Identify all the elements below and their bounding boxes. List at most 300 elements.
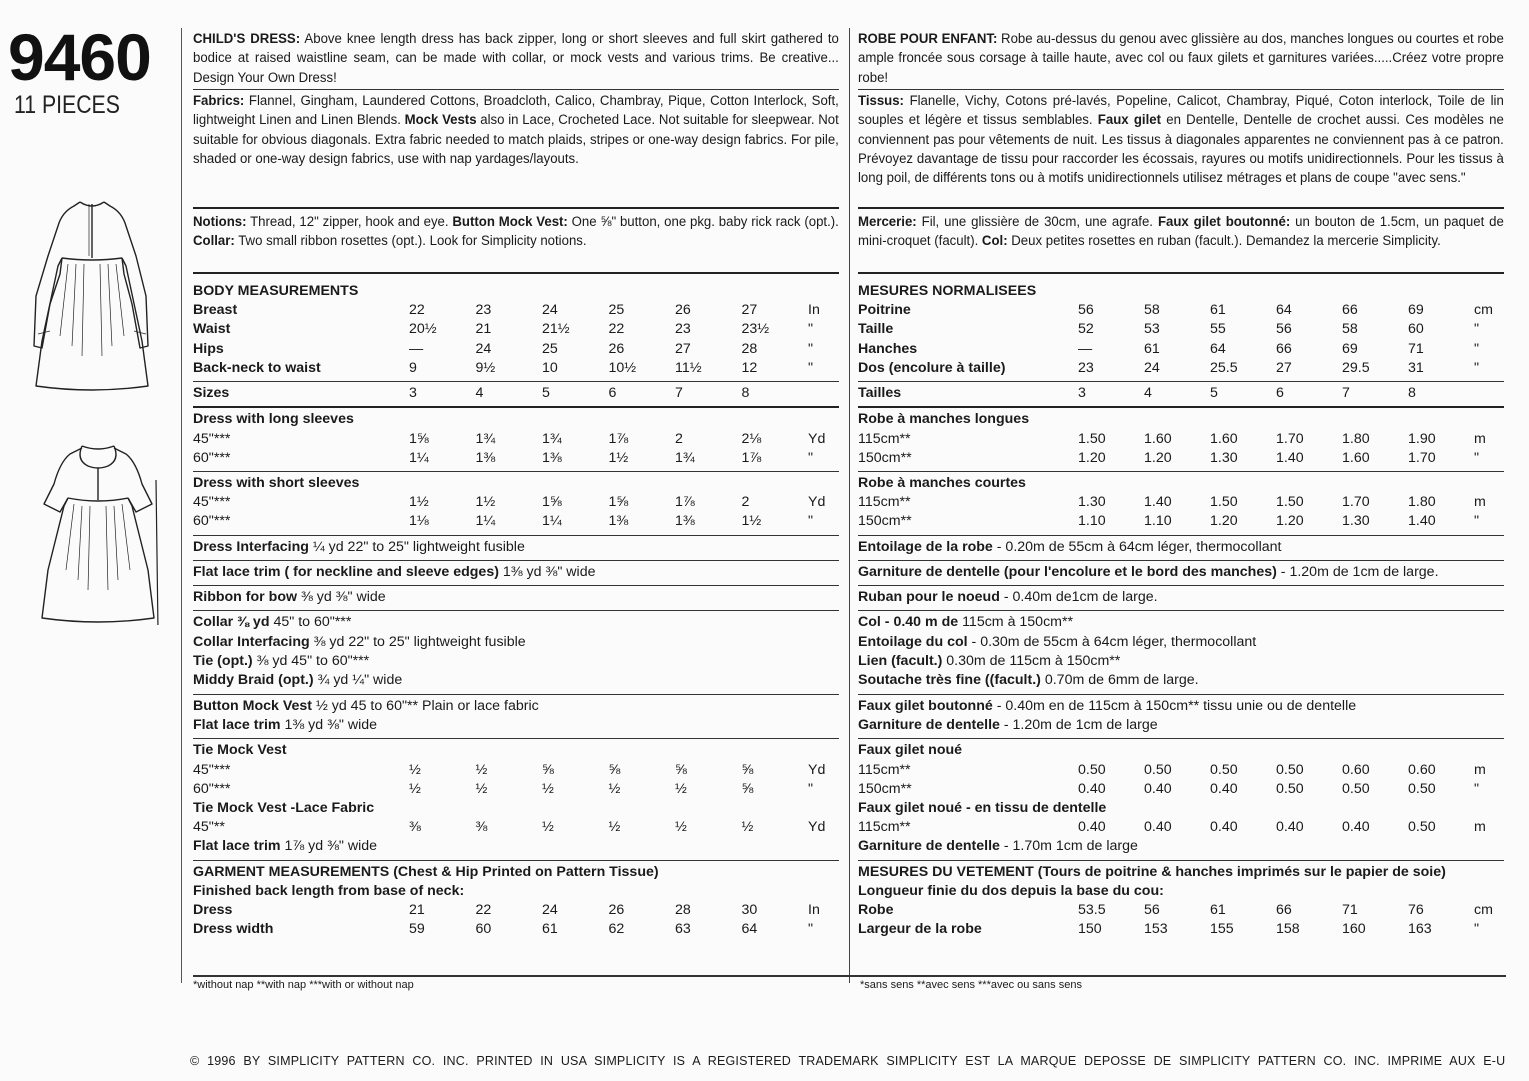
table-row xyxy=(858,512,1504,531)
row-value: 53.5 xyxy=(1078,902,1106,919)
row-value: 1¾ xyxy=(475,430,496,447)
row-value: 0.40 xyxy=(1276,819,1304,836)
row-value: 12 xyxy=(741,359,758,376)
lace-title: Flat lace trim ( for neckline and sleeve edges) xyxy=(193,563,499,580)
size-value: 7 xyxy=(675,385,683,402)
row-value: 153 xyxy=(1144,921,1168,938)
ribbon-text: - 0.40m de1cm de large. xyxy=(1003,589,1158,606)
notions-collar-title: Col: xyxy=(981,233,1008,250)
en-notions-section xyxy=(193,211,839,274)
row-value: 11½ xyxy=(675,359,702,376)
row-unit: Yd xyxy=(808,494,826,511)
row-value: ½ xyxy=(675,780,687,797)
table-row xyxy=(858,320,1504,339)
tie-vest-title: Tie Mock Vest xyxy=(193,742,287,759)
row-value: ½ xyxy=(409,761,421,778)
interfacing-text: - 0.20m de 55cm à 64cm léger, thermocollant xyxy=(996,538,1282,555)
row-value: 1.20 xyxy=(1144,449,1172,466)
row-unit: " xyxy=(1474,513,1480,530)
size-value: 3 xyxy=(1078,385,1086,402)
sizes-label: Tailles xyxy=(858,385,902,402)
row-unit: m xyxy=(1474,819,1486,836)
row-value: 2 xyxy=(675,430,683,447)
copyright-line: © 1996 BY SIMPLICITY PATTERN CO. INC. PRINTED IN USA SIMPLICITY IS A REGISTERED TRADEMARK SIMPLICITY EST LA MARQUE DEPOSSE DE SIMPLICITY PATTERN CO. INC. IMPRIME AUX E-U xyxy=(190,1054,1506,1068)
notions-title: Notions: xyxy=(193,214,247,230)
notions-button-title: Button Mock Vest: xyxy=(452,214,568,230)
row-value: 21 xyxy=(475,321,492,338)
table-row xyxy=(193,430,839,449)
fabrics-mock-text: en Dentelle, Dentelle de crochet aussi. Ces modèles ne conviennent pas pour vêtements de nuit. Les tissus à diagonales apparentes ne conviennent pas à ce patron. Prévoyez davantage de tissu pour raccorder les écossais, rayures ou motifs unidirectionnels. Pour les tissus à long poil, de différents tons ou à motifs unidirectionnels utilisez métrages et plans de coupe "avec sens." xyxy=(858,112,1504,187)
row-value: 1.70 xyxy=(1342,494,1370,511)
row-label: Breast xyxy=(193,302,238,319)
fr-fabrics-section xyxy=(858,90,1504,209)
garment-subtitle: Longueur finie du dos depuis la base du cou: xyxy=(858,883,1164,899)
braid-text: 0.70m de 6mm de large. xyxy=(1044,672,1199,689)
fr-button-vest xyxy=(858,695,1504,740)
table-row xyxy=(858,920,1504,939)
row-value: 25 xyxy=(608,302,625,319)
row-value: 1⅝ xyxy=(409,430,429,447)
fabrics-title: Tissus: xyxy=(858,93,904,109)
tie-lace-table xyxy=(193,818,839,837)
body-table xyxy=(193,301,839,378)
row-label: 60"*** xyxy=(193,449,231,466)
tie-text: 0.30m de 115cm à 150cm** xyxy=(946,653,1121,670)
row-value: 0.50 xyxy=(1210,761,1238,778)
row-value: 66 xyxy=(1276,902,1292,919)
table-row xyxy=(858,430,1504,449)
row-value: 1.50 xyxy=(1210,494,1238,511)
short-sleeves-title: Robe à manches courtes xyxy=(858,474,1026,491)
long-sleeves-table xyxy=(193,430,839,468)
size-value: 6 xyxy=(608,385,617,402)
lace-text: 1⅜ yd ⅜" wide xyxy=(502,563,596,580)
row-value: 61 xyxy=(1210,302,1226,319)
bottom-rule xyxy=(193,975,1506,977)
row-value: 1.50 xyxy=(1276,494,1304,511)
interfacing-title: Dress Interfacing xyxy=(193,538,309,555)
row-value: 1.60 xyxy=(1210,430,1238,447)
row-value: 60 xyxy=(1408,321,1424,338)
en-ribbon xyxy=(193,586,839,611)
row-value: 71 xyxy=(1342,902,1358,919)
row-value: 27 xyxy=(1276,359,1292,376)
short-sleeves-title: Dress with short sleeves xyxy=(193,474,360,491)
body-measurements-title: BODY MEASUREMENTS xyxy=(193,283,359,299)
collar-title: Collar ⅜ yd xyxy=(193,614,270,631)
table-row xyxy=(193,920,839,939)
row-value: 1.90 xyxy=(1408,430,1436,447)
row-value: 56 xyxy=(1144,902,1160,919)
table-row xyxy=(193,512,839,531)
row-value: 21 xyxy=(409,902,425,919)
table-row xyxy=(858,780,1504,799)
garment-title: MESURES DU VETEMENT (Tours de poitrine & hanches imprimés sur le papier de soie) xyxy=(858,863,1446,880)
row-unit: cm xyxy=(1474,902,1493,919)
tie-lace-table xyxy=(858,818,1504,837)
garment-subtitle: Finished back length from base of neck: xyxy=(193,883,465,899)
size-value: 4 xyxy=(475,385,484,402)
row-value: — xyxy=(1078,340,1093,357)
tie-lace-trim-text: - 1.70m 1cm de large xyxy=(1003,838,1138,855)
row-value: 66 xyxy=(1276,340,1292,357)
row-value: 1½ xyxy=(741,513,762,530)
row-value: 0.40 xyxy=(1144,819,1172,836)
row-value: 1.30 xyxy=(1342,513,1370,530)
sizes-label: Sizes xyxy=(193,385,230,402)
row-unit: Yd xyxy=(808,819,826,836)
braid-title: Soutache très fine ((facult.) xyxy=(858,672,1041,689)
button-lace-title: Garniture de dentelle xyxy=(858,716,1000,733)
row-value: 64 xyxy=(1210,340,1226,357)
row-value: 0.50 xyxy=(1342,780,1370,797)
row-value: 1.50 xyxy=(1078,430,1106,447)
row-value: 1.70 xyxy=(1276,430,1304,447)
en-description-section xyxy=(193,28,839,90)
notions-text: Thread, 12" zipper, hook and eye. xyxy=(250,214,449,230)
row-value: ½ xyxy=(475,780,488,797)
table-row xyxy=(193,901,839,920)
row-label: Poitrine xyxy=(858,302,911,319)
row-value: 69 xyxy=(1342,340,1358,357)
table-row xyxy=(193,359,839,378)
row-value: ⅝ xyxy=(741,780,754,797)
row-label: 150cm** xyxy=(858,780,912,797)
braid-title: Middy Braid (opt.) xyxy=(193,672,314,689)
row-value: 1⅛ xyxy=(409,513,429,530)
interfacing-text: ¼ yd 22" to 25" lightweight fusible xyxy=(312,538,525,555)
notions-text: Fil, une glissière de 30cm, une agrafe. xyxy=(921,214,1153,230)
row-value: 1⅞ xyxy=(741,449,762,466)
size-value: 6 xyxy=(1276,385,1284,402)
row-unit: " xyxy=(1474,449,1480,466)
size-value: 3 xyxy=(409,385,417,402)
row-value: 60 xyxy=(475,921,492,938)
row-value: 56 xyxy=(1276,321,1292,338)
row-unit: cm xyxy=(1474,302,1493,319)
row-label: 115cm** xyxy=(858,819,911,836)
row-label: 45"*** xyxy=(193,430,231,447)
row-value: 1.20 xyxy=(1078,449,1106,466)
row-value: 1⅞ xyxy=(675,494,695,511)
fr-tie-vest xyxy=(858,739,1504,860)
row-value: 1⅝ xyxy=(608,494,629,511)
notions-collar-text: Deux petites rosettes en ruban (facult.). Demandez la mercerie Simplicity. xyxy=(1011,233,1441,250)
notions-collar-title: Collar: xyxy=(193,233,235,250)
row-label: Waist xyxy=(193,321,231,338)
row-value: 1⅜ xyxy=(542,449,562,466)
row-value: 1⅜ xyxy=(475,449,496,466)
row-value: 0.50 xyxy=(1144,761,1172,778)
row-value: 53 xyxy=(1144,321,1160,338)
sizes-row xyxy=(858,384,1504,403)
row-value: ½ xyxy=(542,819,554,836)
fr-short-sleeves xyxy=(858,472,1504,536)
row-value: 1⅜ xyxy=(675,513,695,530)
row-value: 1¼ xyxy=(542,513,562,530)
row-value: 0.50 xyxy=(1276,780,1304,797)
row-value: 64 xyxy=(1276,302,1292,319)
fr-long-sleeves xyxy=(858,408,1504,472)
row-unit: m xyxy=(1474,430,1486,447)
sizes-row xyxy=(193,384,839,403)
collar-interfacing-title: Collar Interfacing xyxy=(193,633,310,650)
row-value: 10 xyxy=(542,359,558,376)
tie-lace-title: Tie Mock Vest -Lace Fabric xyxy=(193,799,375,816)
row-value: ½ xyxy=(542,780,554,797)
row-value: 1.40 xyxy=(1408,513,1436,530)
table-row xyxy=(858,449,1504,468)
size-value: 8 xyxy=(1408,385,1416,402)
row-value: 66 xyxy=(1342,302,1358,319)
english-column xyxy=(193,28,839,940)
row-unit: In xyxy=(808,902,820,919)
row-value: 9 xyxy=(409,359,417,376)
table-row xyxy=(193,780,839,799)
tie-vest-table xyxy=(193,761,839,799)
row-value: 0.40 xyxy=(1210,819,1238,836)
size-value: 8 xyxy=(741,385,750,402)
en-collar xyxy=(193,611,839,694)
fabrics-title: Fabrics: xyxy=(193,93,245,109)
row-label: Dress width xyxy=(193,921,274,938)
en-fabrics-section xyxy=(193,90,839,209)
row-label: Robe xyxy=(858,902,894,919)
row-value: 26 xyxy=(608,902,625,919)
row-label: 150cm** xyxy=(858,513,912,530)
row-value: 56 xyxy=(1078,302,1094,319)
interfacing-title: Entoilage de la robe xyxy=(858,538,993,555)
row-value: 25 xyxy=(542,340,558,357)
collar-text: 115cm à 150cm** xyxy=(962,614,1074,631)
row-value: ⅝ xyxy=(741,761,754,778)
row-unit: " xyxy=(808,921,814,938)
collar-interfacing-title: Entoilage du col xyxy=(858,633,968,650)
row-value: 52 xyxy=(1078,321,1094,338)
en-interfacing xyxy=(193,536,839,561)
description-text: Above knee length dress has back zipper, long or short sleeves and full skirt gathered to bodice at raised waistline seam, can be made with collar, or mock vests and various trims. Be creative... Design Your Own Dress! xyxy=(193,31,839,86)
tie-title: Tie (opt.) xyxy=(193,653,253,670)
button-lace-title: Flat lace trim xyxy=(193,716,281,733)
row-value: 0.40 xyxy=(1144,780,1172,797)
ribbon-text: ⅜ yd ⅜" wide xyxy=(300,589,386,606)
row-value: ½ xyxy=(475,761,488,778)
tie-lace-title: Faux gilet noué - en tissu de dentelle xyxy=(858,799,1107,816)
row-unit: " xyxy=(808,513,814,530)
description-title: ROBE POUR ENFANT: xyxy=(858,31,998,47)
row-value: 158 xyxy=(1276,921,1300,938)
table-row xyxy=(858,493,1504,512)
row-unit: " xyxy=(808,359,814,376)
row-value: 24 xyxy=(542,902,558,919)
row-value: 0.50 xyxy=(1078,761,1106,778)
row-value: 1⅜ xyxy=(608,513,629,530)
row-value: 150 xyxy=(1078,921,1102,938)
row-unit: " xyxy=(808,449,814,466)
fr-interfacing xyxy=(858,536,1504,561)
row-value: 1.20 xyxy=(1276,513,1304,530)
body-table xyxy=(858,301,1504,378)
row-label: Taille xyxy=(858,321,894,338)
row-unit: " xyxy=(1474,359,1480,376)
table-row xyxy=(858,359,1504,378)
row-value: 1½ xyxy=(409,494,429,511)
french-column xyxy=(858,28,1504,940)
fr-garment xyxy=(858,861,1504,940)
table-row xyxy=(193,818,839,837)
row-value: 22 xyxy=(608,321,625,338)
row-value: 1¼ xyxy=(475,513,496,530)
row-value: 21½ xyxy=(542,321,570,338)
row-value: 9½ xyxy=(475,359,496,376)
fr-description-section xyxy=(858,28,1504,90)
row-value: 0.50 xyxy=(1408,780,1436,797)
description-title: CHILD'S DRESS: xyxy=(193,31,301,47)
pattern-number: 9460 xyxy=(8,20,151,94)
fabrics-text: Flanelle, Vichy, Cotons pré-lavés, Popeline, Calicot, Chambray, Piqué, Coton interlock, Toile de lin souples et légère et tissus semblables. xyxy=(858,93,1504,129)
table-row xyxy=(193,301,839,320)
row-value: 1¼ xyxy=(409,449,429,466)
table-row xyxy=(193,340,839,359)
row-value: 26 xyxy=(608,340,625,357)
row-value: 155 xyxy=(1210,921,1234,938)
row-value: 1⅞ xyxy=(608,430,629,447)
collar-interfacing-text: - 0.30m de 55cm à 64cm léger, thermocollant xyxy=(971,633,1257,650)
table-row xyxy=(858,301,1504,320)
button-vest-text: - 0.40m en de 115cm à 150cm** tissu unie ou de dentelle xyxy=(996,697,1357,714)
row-value: 2 xyxy=(741,494,750,511)
fabrics-text: Flannel, Gingham, Laundered Cottons, Broadcloth, Calico, Chambray, Pique, Cotton Interlock, Soft, lightweight Linen and Linen Blends. xyxy=(193,93,839,129)
row-value: 58 xyxy=(1342,321,1358,338)
row-value: 26 xyxy=(675,302,691,319)
row-value: 23 xyxy=(475,302,492,319)
row-value: 30 xyxy=(741,902,758,919)
en-garment xyxy=(193,861,839,940)
row-value: 61 xyxy=(542,921,558,938)
row-unit: " xyxy=(1474,780,1480,797)
column-divider xyxy=(849,28,850,983)
row-value: 23 xyxy=(1078,359,1094,376)
long-sleeves-table xyxy=(858,430,1504,468)
row-value: 63 xyxy=(675,921,691,938)
row-value: 0.50 xyxy=(1276,761,1304,778)
row-unit: m xyxy=(1474,761,1486,778)
row-value: 0.40 xyxy=(1078,780,1106,797)
row-label: 45"** xyxy=(193,819,225,836)
size-value: 4 xyxy=(1144,385,1152,402)
footnote-french: *sans sens **avec sens ***avec ou sans sens xyxy=(860,979,1082,991)
row-unit: " xyxy=(808,340,814,357)
description-text: Robe au-dessus du genou avec glissière au dos, manches longues ou courtes et robe ample froncée sous corsage à taille haute, avec col ou faux gilets et garnitures variées.....Créez votre propre robe! xyxy=(858,31,1504,86)
table-row xyxy=(858,818,1504,837)
row-label: 150cm** xyxy=(858,449,912,466)
row-value: ½ xyxy=(675,819,687,836)
table-row xyxy=(193,761,839,780)
row-label: Dos (encolure à taille) xyxy=(858,359,1006,376)
row-value: 55 xyxy=(1210,321,1226,338)
row-value: 160 xyxy=(1342,921,1366,938)
row-unit: " xyxy=(1474,340,1480,357)
row-value: 76 xyxy=(1408,902,1424,919)
collar-text: 45" to 60"*** xyxy=(273,614,352,631)
row-unit: Yd xyxy=(808,761,826,778)
tie-lace-trim-title: Flat lace trim xyxy=(193,838,281,855)
tie-text: ⅜ yd 45" to 60"*** xyxy=(256,653,370,670)
row-value: 1.80 xyxy=(1408,494,1436,511)
garment-table xyxy=(193,901,839,939)
row-value: 1.10 xyxy=(1144,513,1172,530)
row-label: Hips xyxy=(193,340,224,357)
row-value: 1.30 xyxy=(1078,494,1106,511)
row-value: 25.5 xyxy=(1210,359,1238,376)
row-value: 0.60 xyxy=(1408,761,1436,778)
button-vest-text: ½ yd 45 to 60"** Plain or lace fabric xyxy=(315,697,539,714)
en-button-vest xyxy=(193,695,839,740)
lace-title: Garniture de dentelle (pour l'encolure et le bord des manches) xyxy=(858,563,1277,580)
lace-text: - 1.20m de 1cm de large. xyxy=(1280,563,1439,580)
fabrics-mock-title: Mock Vests xyxy=(404,112,477,129)
button-vest-title: Faux gilet boutonné xyxy=(858,697,993,714)
table-row xyxy=(193,320,839,339)
row-value: 28 xyxy=(741,340,758,357)
size-value: 7 xyxy=(1342,385,1350,402)
table-row xyxy=(193,449,839,468)
long-sleeves-title: Robe à manches longues xyxy=(858,411,1030,428)
en-short-sleeves xyxy=(193,472,839,536)
row-value: 1.70 xyxy=(1408,449,1436,466)
row-value: 22 xyxy=(409,302,425,319)
button-lace-text: - 1.20m de 1cm de large xyxy=(1003,716,1158,733)
table-row xyxy=(858,340,1504,359)
row-value: 1.40 xyxy=(1144,494,1172,511)
row-value: 1.80 xyxy=(1342,430,1370,447)
row-value: ⅝ xyxy=(542,761,554,778)
row-label: Back-neck to waist xyxy=(193,359,321,376)
en-body-measurements xyxy=(193,274,839,382)
row-value: ⅜ xyxy=(409,819,421,836)
button-vest-title: Button Mock Vest xyxy=(193,697,313,714)
row-value: ⅝ xyxy=(675,761,687,778)
size-value: 5 xyxy=(542,385,550,402)
en-long-sleeves xyxy=(193,408,839,472)
fr-sizes-row xyxy=(858,382,1504,408)
braid-text: ¾ yd ¼" wide xyxy=(317,672,403,689)
fr-collar xyxy=(858,611,1504,694)
body-measurements-title: MESURES NORMALISEES xyxy=(858,283,1037,299)
pieces-count: 11 PIECES xyxy=(14,91,120,119)
notions-collar-text: Two small ribbon rosettes (opt.). Look for Simplicity notions. xyxy=(238,233,587,250)
row-value: 0.50 xyxy=(1408,819,1436,836)
long-sleeve-dress-sketch xyxy=(28,196,158,391)
row-value: 61 xyxy=(1210,902,1226,919)
row-value: 1¾ xyxy=(542,430,562,447)
size-value: 5 xyxy=(1210,385,1218,402)
row-value: 64 xyxy=(741,921,758,938)
table-row xyxy=(858,761,1504,780)
row-label: Largeur de la robe xyxy=(858,921,982,938)
footnote-english: *without nap **with nap ***with or without nap xyxy=(193,979,414,991)
fr-notions-section xyxy=(858,211,1504,274)
row-value: ⅝ xyxy=(608,761,621,778)
row-value: 69 xyxy=(1408,302,1424,319)
row-label: Dress xyxy=(193,902,233,919)
row-unit: " xyxy=(808,780,814,797)
ribbon-title: Ruban pour le noeud xyxy=(858,589,1000,606)
notions-button-text: un bouton de 1.5cm, un paquet de mini-croquet (facult). xyxy=(858,214,1504,250)
collar-title: Col - 0.40 m de xyxy=(858,614,959,631)
row-value: 58 xyxy=(1144,302,1160,319)
row-value: 71 xyxy=(1408,340,1424,357)
